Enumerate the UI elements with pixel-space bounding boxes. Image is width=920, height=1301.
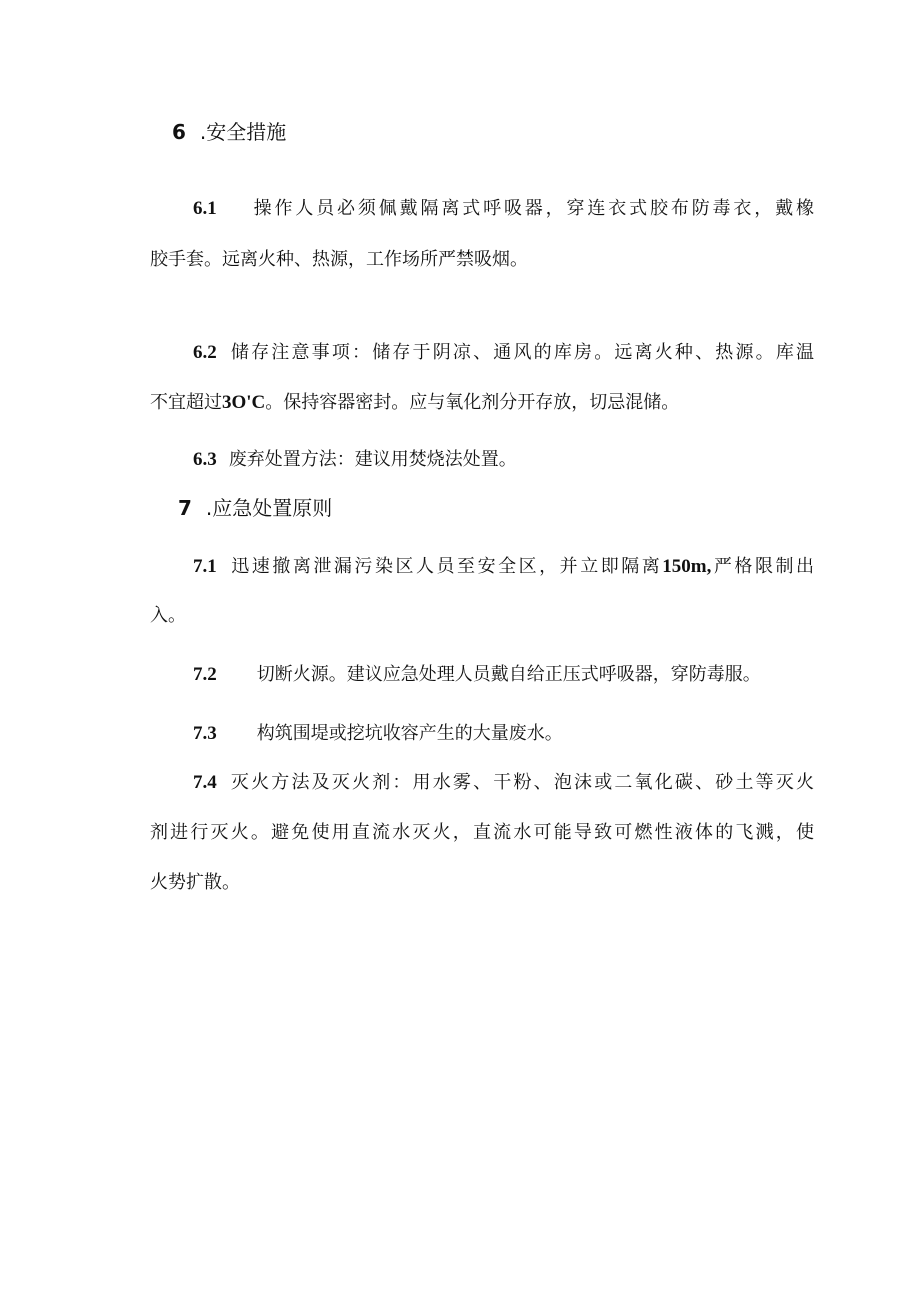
- item-6-2-line-2: [150, 390, 679, 416]
- item-7-2-text-1: 切断火源。建议应急处理人员戴自给正压式呼吸器，穿防毒服。: [256, 664, 761, 685]
- item-7-1-line-1: [150, 554, 814, 580]
- item-6-3-text-1: 废弃处置方法：建议用焚烧法处置。: [228, 449, 517, 470]
- item-7-1-number: 7.1: [193, 556, 217, 577]
- item-7-4-line-2: [150, 820, 814, 846]
- section-6-number: 6: [172, 120, 186, 144]
- item-7-4-line-3: [150, 870, 240, 896]
- item-7-3-text-1: 构筑围堤或挖坑收容产生的大量废水。: [256, 723, 563, 744]
- item-6-3-number: 6.3: [193, 449, 217, 470]
- section-6-heading: [172, 118, 286, 146]
- item-7-1-text-1b: 严格限制出: [711, 556, 814, 577]
- item-7-1-text-2: 入。: [150, 605, 186, 626]
- item-6-1-text-1: 操作人员必须佩戴隔离式呼吸器，穿连衣式胶布防毒衣，戴橡: [250, 198, 814, 219]
- section-7-heading: [178, 494, 332, 522]
- item-6-2-text-2a: 不宜超过: [150, 392, 222, 413]
- item-6-1-line-1: [150, 196, 814, 222]
- item-7-3-line-1: [193, 721, 563, 747]
- item-6-3-line-1: [193, 447, 517, 473]
- item-7-2-line-1: [193, 662, 761, 688]
- item-6-1-text-2: 胶手套。远离火种、热源，工作场所严禁吸烟。: [150, 249, 528, 270]
- item-7-4-number: 7.4: [193, 772, 217, 793]
- isolation-distance: 150m,: [662, 556, 712, 577]
- item-6-2-number: 6.2: [193, 342, 217, 363]
- item-7-4-line-1: [150, 770, 814, 796]
- section-6-title: .安全措施: [199, 120, 287, 144]
- storage-temperature: 3O'C: [222, 392, 266, 413]
- item-7-4-text-1: 灭火方法及灭火剂：用水雾、干粉、泡沫或二氧化碳、砂土等灭火: [228, 772, 814, 793]
- item-6-1-number: 6.1: [193, 198, 217, 219]
- item-6-2-text-2b: 。保持容器密封。应与氧化剂分开存放，切忌混储。: [265, 392, 680, 413]
- item-7-4-text-2: 剂进行灭火。避免使用直流水灭火，直流水可能导致可燃性液体的飞溅，使: [150, 822, 814, 843]
- item-6-1-line-2: [150, 247, 528, 273]
- section-7-title: .应急处置原则: [205, 496, 333, 520]
- section-7-number: 7: [178, 496, 192, 520]
- item-7-1-text-1a: 迅速撤离泄漏污染区人员至安全区，并立即隔离: [228, 556, 663, 577]
- item-7-4-text-3: 火势扩散。: [150, 872, 240, 893]
- item-6-2-text-1: 储存注意事项：储存于阴凉、通风的库房。远离火种、热源。库温: [228, 342, 814, 363]
- item-7-1-line-2: [150, 603, 186, 629]
- item-7-3-number: 7.3: [193, 723, 217, 744]
- item-7-2-number: 7.2: [193, 664, 217, 685]
- item-6-2-line-1: [150, 340, 814, 366]
